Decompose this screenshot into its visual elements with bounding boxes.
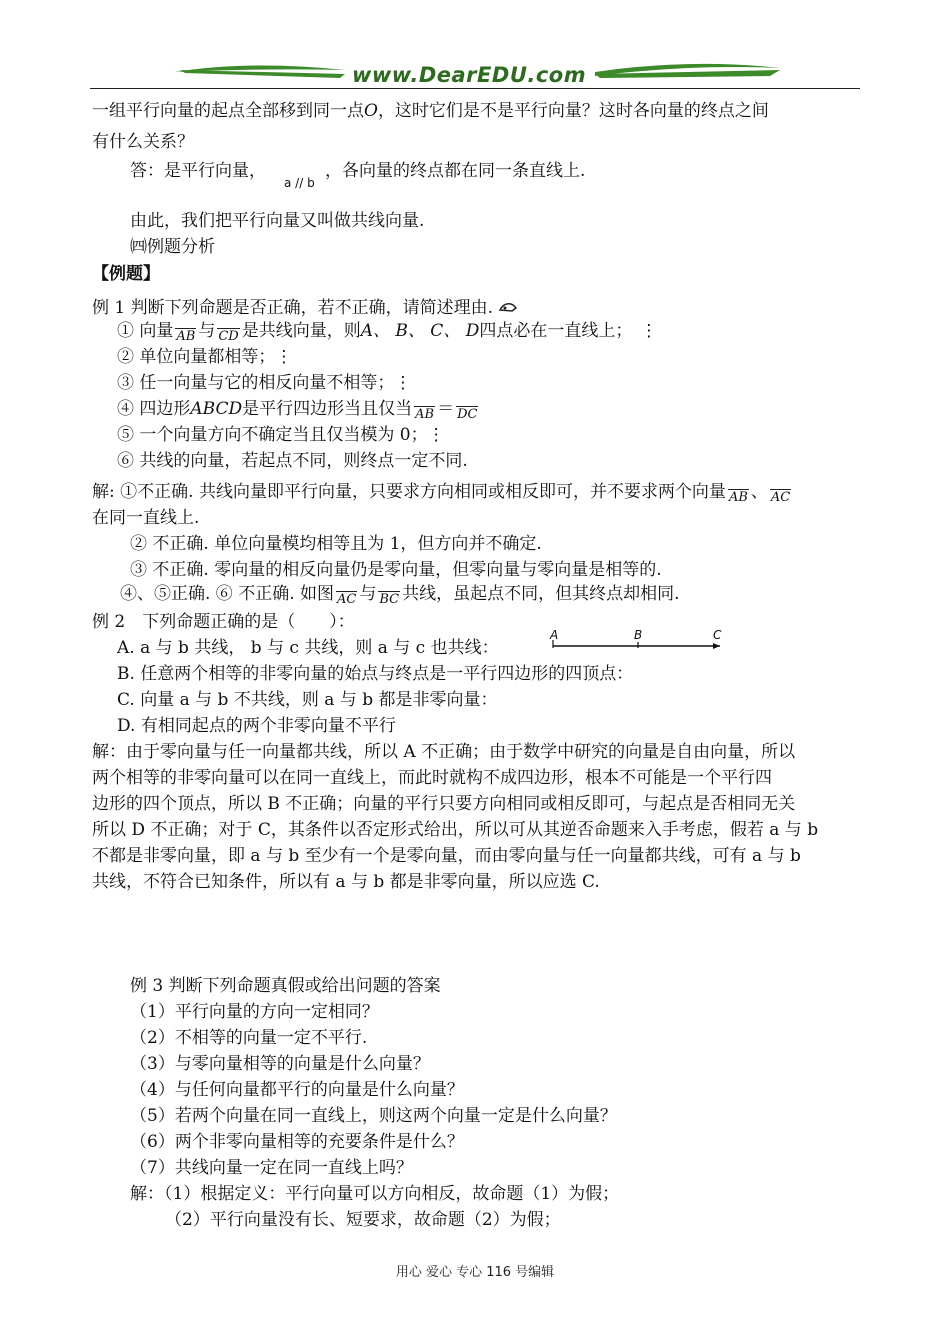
answer-line: 答：是平行向量， [130,161,266,181]
example-3-title: 例 3 判断下列命题真假或给出问题的答案 [130,976,441,996]
solution-2-line: 边形的四个顶点，所以 B 不正确；向量的平行只要方向相同或相反即可，与起点是否相同无关 [92,794,796,814]
example-3-item: （6）两个非零向量相等的充要条件是什么？ [130,1132,464,1152]
site-brand-logo[interactable]: www.DearEDU.com [352,63,587,87]
example-1-item-1: ① 向量 AB 与 CD 是共线向量，则A、 B、 C、 D四点必在一直线上； ⋮ [117,321,658,344]
example-3-item: （5）若两个向量在同一直线上，则这两个向量一定是什么向量？ [130,1106,617,1126]
example-2-option-C: C. 向量 a 与 b 不共线，则 a 与 b 都是非零向量： [117,690,498,710]
point-label-B: B [634,628,643,642]
example-1-item-3: ③ 任一向量与它的相反向量不相等；⋮ [117,373,412,393]
example-3-item: （3）与零向量相等的向量是什么向量？ [130,1054,430,1074]
solution-2-line: 两个相等的非零向量可以在同一直线上，而此时就构不成四边形，根本不可能是一个平行四 [92,768,772,788]
solution-1-line: 在同一直线上. [92,508,200,528]
example-1-item-5: ⑤ 一个向量方向不确定当且仅当模为 0；⋮ [117,425,445,445]
example-1-item-6: ⑥ 共线的向量，若起点不同，则终点一定不同. [117,451,468,471]
example-2-option-D: D. 有相同起点的两个非零向量不平行 [117,716,396,736]
example-3-item: （7）共线向量一定在同一直线上吗？ [130,1158,413,1178]
vector-AB: AB [176,329,196,344]
vector-AB: AB [728,490,748,505]
solution-1-line: 解: ①不正确. 共线向量即平行向量，只要求方向相同或相反即可，并不要求两个向量 AB 、 AC [92,482,791,505]
text-line: 有什么关系？ [92,132,194,152]
example-3-item: （2）不相等的向量一定不平行. [130,1028,368,1048]
solution-3-line: 解：（1）根据定义：平行向量可以方向相反，故命题（1）为假； [130,1184,620,1204]
formula-a-parallel-b: a // b [284,176,315,190]
text-line: 由此，我们把平行向量又叫做共线向量. [130,211,425,231]
example-3-item: （1）平行向量的方向一定相同？ [130,1002,379,1022]
solution-2-line: 解：由于零向量与任一向量都共线，所以 A 不正确；由于数学中研究的向量是自由向量，所以 [92,742,796,762]
solution-2-line: 不都是非零向量，即 a 与 b 至少有一个是零向量，而由零向量与任一向量都共线，可有 a 与 b [92,846,801,866]
answer-line-cont: ，各向量的终点都在同一条直线上. [325,161,586,181]
page-footer: 用心 爱心 专心 116 号编辑 [395,1265,555,1280]
header-rule [90,88,860,89]
solution-3-line: （2）平行向量没有长、短要求，故命题（2）为假； [165,1210,561,1230]
vector-DC: DC [457,407,478,422]
vector-CD: CD [218,329,239,344]
example-1-item-2: ② 单位向量都相等；⋮ [117,347,293,367]
collinear-points-figure [550,628,730,654]
text-line: 一组平行向量的起点全部移到同一点O，这时它们是不是平行向量？这时各向量的终点之间 [92,101,769,121]
example-2-option-A: A. a 与 b 共线， b 与 c 共线，则 a 与 c 也共线： [117,638,499,658]
point-label-A: A [550,628,559,642]
solution-1-line: ② 不正确. 单位向量模均相等且为 1，但方向并不确定. [130,534,542,554]
vector-AB: AB [415,407,435,422]
example-2-title: 例 2 下列命题正确的是（ ）： [92,612,355,632]
solution-2-line: 所以 D 不正确；对于 C，其条件以否定形式给出，所以可从其逆否命题来入手考虑，假若 a 与 b [92,820,819,840]
example-2-option-B: B. 任意两个相等的非零向量的始点与终点是一平行四边形的四顶点： [117,664,634,684]
section-heading: ㈣例题分析 [130,237,215,257]
solution-2-line: 共线，不符合已知条件，所以有 a 与 b 都是非零向量，所以应选 C. [92,872,600,892]
page-header [90,58,860,92]
vector-BC: BC [379,592,400,607]
example-1-title: 例 1 判断下列命题是否正确，若不正确，请简述理由. [92,297,520,319]
vector-AC: AC [770,490,791,505]
solution-1-line: ④、⑤正确. ⑥ 不正确. 如图 AC 与 BC 共线，虽起点不同，但其终点却相同. [120,584,680,607]
example-3-item: （4）与任何向量都平行的向量是什么向量？ [130,1080,464,1100]
example-heading: 【例题】 [92,264,160,284]
example-1-item-4: ④ 四边形ABCD是平行四边形当且仅当 AB ＝ DC [117,399,478,422]
point-label-C: C [713,628,722,642]
solution-1-line: ③ 不正确. 零向量的相反向量仍是零向量，但零向量与零向量是相等的. [130,560,662,580]
vector-AC: AC [337,592,357,607]
mouse-icon [498,300,520,314]
